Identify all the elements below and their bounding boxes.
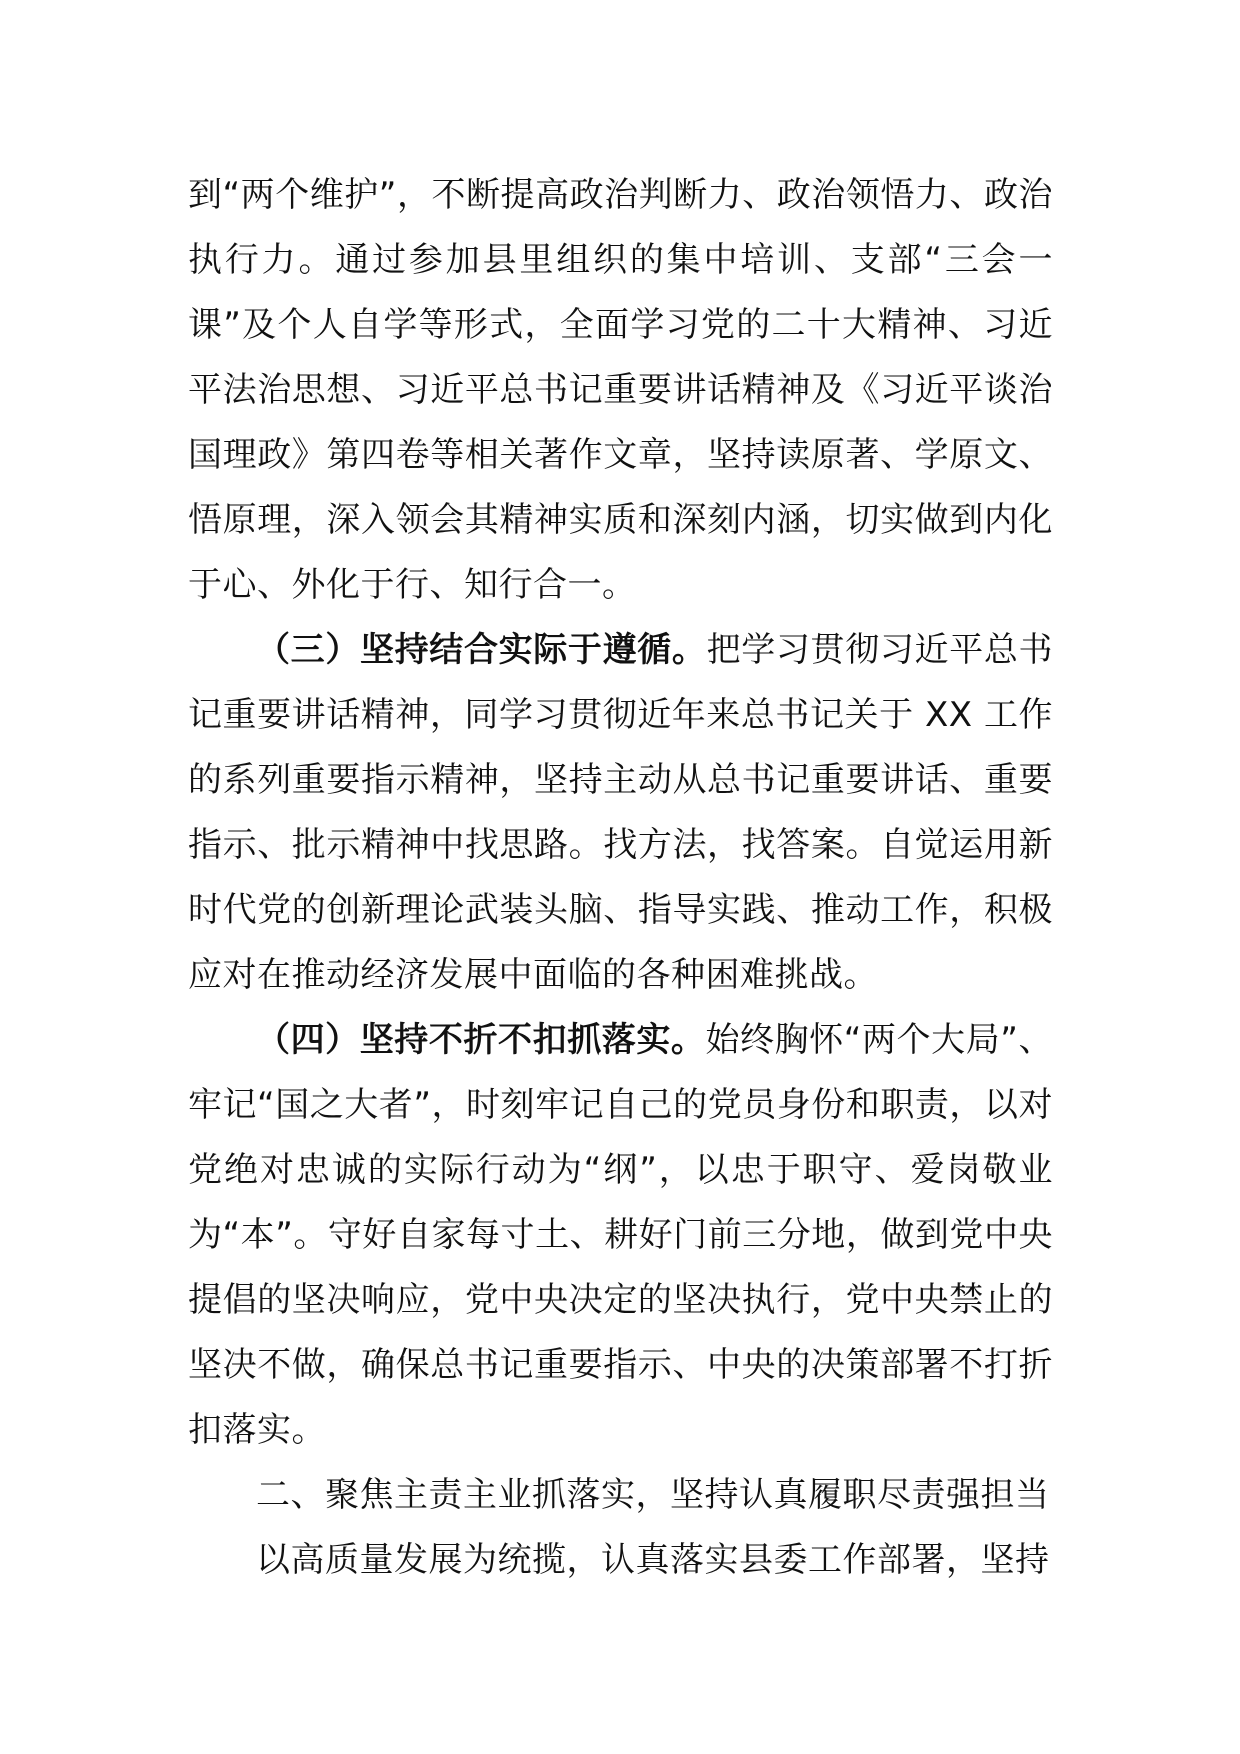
paragraph-text: 把学习贯彻习近平总书记重要讲话精神，同学习贯彻近年来总书记关于 XX 工作的系列重要指示精神，坚持主动从总书记重要讲话、重要指示、批示精神中找思路。找方法，找答案。自觉运用新时代党的创新理论武装头脑、指导实践、推动工作，积极应对在推动经济发展中面临的各种困难挑战。	[188, 630, 1054, 995]
paragraph-final	[188, 1528, 1053, 1593]
document-body	[188, 163, 1053, 1593]
paragraph-continuation	[188, 163, 1053, 618]
paragraph-text: 以高质量发展为统揽，认真落实县委工作部署，坚持	[256, 1540, 1050, 1580]
paragraph-item-4	[188, 1008, 1053, 1463]
paragraph-text: 始终胸怀“两个大局”、牢记“国之大者”，时刻牢记自己的党员身份和职责，以对党绝对忠诚的实际行动为“纲”，以忠于职守、爱岗敬业为“本”。守好自家每寸土、耕好门前三分地，做到党中央提倡的坚决响应，党中央决定的坚决执行，党中央禁止的坚决不做，确保总书记重要指示、中央的决策部署不打折扣落实。	[188, 1020, 1053, 1450]
paragraph-item-3	[188, 618, 1053, 1008]
paragraph-lead-heading: （四）坚持不折不扣抓落实。	[256, 1020, 706, 1060]
paragraph-text: 到“两个维护”，不断提高政治判断力、政治领悟力、政治执行力。通过参加县里组织的集中培训、支部“三会一课”及个人自学等形式，全面学习党的二十大精神、习近平法治思想、习近平总书记重要讲话精神及《习近平谈治国理政》第四卷等相关著作文章，坚持读原著、学原文、悟原理，深入领会其精神实质和深刻内涵，切实做到内化于心、外化于行、知行合一。	[188, 175, 1053, 605]
section-heading: 二、聚焦主责主业抓落实，坚持认真履职尽责强担当	[256, 1475, 1050, 1515]
paragraph-lead-heading: （三）坚持结合实际于遵循。	[256, 630, 707, 670]
